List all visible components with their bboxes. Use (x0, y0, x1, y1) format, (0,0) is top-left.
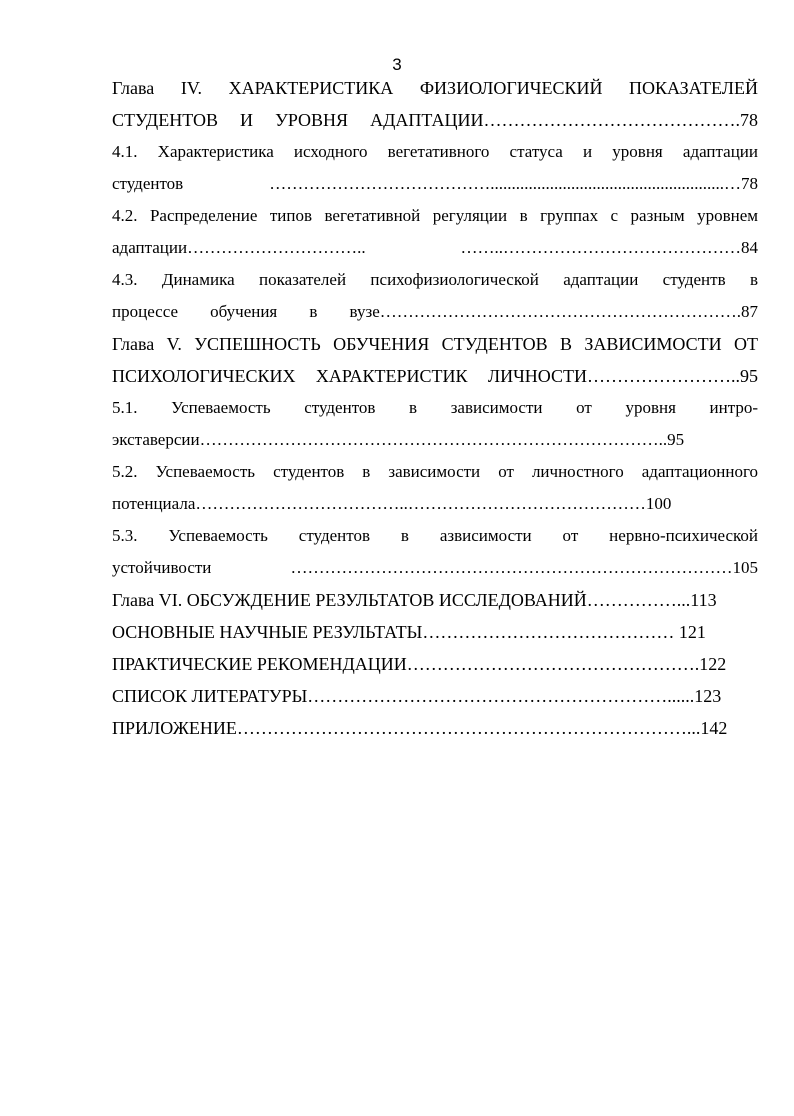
toc-appendix: ПРИЛОЖЕНИЕ…………………………………………………………………...142 (112, 718, 728, 738)
toc-section-4-2-line-1: 4.2. Распределение типов вегетативной регуляции в группах с разным уровнем (112, 206, 758, 225)
table-of-contents (112, 72, 758, 744)
toc-section-4-3-line-1: 4.3. Динамика показателей психофизиологической адаптации студентв в (112, 270, 758, 289)
toc-main-results: ОСНОВНЫЕ НАУЧНЫЕ РЕЗУЛЬТАТЫ…………………………………… 121 (112, 622, 706, 642)
toc-section-5-1-line-2: экставерсии………………………………………………………………………..95 (112, 430, 685, 449)
toc-section-5-3-line-2: устойчивости ……………………………………………………………………105 (112, 558, 758, 577)
toc-chapter-6: Глава VI. ОБСУЖДЕНИЕ РЕЗУЛЬТАТОВ ИССЛЕДОВАНИЙ……………...113 (112, 590, 717, 610)
toc-chapter-5-title-line-2: ПСИХОЛОГИЧЕСКИХ ХАРАКТЕРИСТИК ЛИЧНОСТИ……………………..95 (112, 366, 758, 386)
toc-section-5-2-line-2: потенциала………………………………..……………………………………100 (112, 494, 672, 513)
toc-chapter-4-title-line-2: СТУДЕНТОВ И УРОВНЯ АДАПТАЦИИ…………………………………….78 (112, 110, 758, 130)
toc-chapter-4-title-line-1: Глава IV. ХАРАКТЕРИСТИКА ФИЗИОЛОГИЧЕСКИЙ ПОКАЗАТЕЛЕЙ (112, 78, 758, 98)
toc-section-4-2-line-2: адаптации………………………….. ……..……………………………………84 (112, 238, 758, 257)
toc-recommendations: ПРАКТИЧЕСКИЕ РЕКОМЕНДАЦИИ………………………………………….122 (112, 654, 727, 674)
toc-section-4-3-line-2: процессе обучения в вузе……………………………………………………….87 (112, 302, 758, 321)
toc-chapter-5-title-line-1: Глава V. УСПЕШНОСТЬ ОБУЧЕНИЯ СТУДЕНТОВ В ЗАВИСИМОСТИ ОТ (112, 334, 758, 354)
toc-section-5-3-line-1: 5.3. Успеваемость студентов в азвисимости от нервно-психической (112, 526, 758, 545)
toc-bibliography: СПИСОК ЛИТЕРАТУРЫ……………………………………………………......123 (112, 686, 722, 706)
toc-section-4-1-line-2: студентов ………………………………….......................................................…78 (112, 174, 758, 193)
page-number: 3 (392, 55, 402, 74)
toc-section-5-2-line-1: 5.2. Успеваемость студентов в зависимости от личностного адаптационного (112, 462, 758, 481)
toc-section-4-1-line-1: 4.1. Характеристика исходного вегетативного статуса и уровня адаптации (112, 142, 758, 161)
toc-section-5-1-line-1: 5.1. Успеваемость студентов в зависимости от уровня интро- (112, 398, 758, 417)
